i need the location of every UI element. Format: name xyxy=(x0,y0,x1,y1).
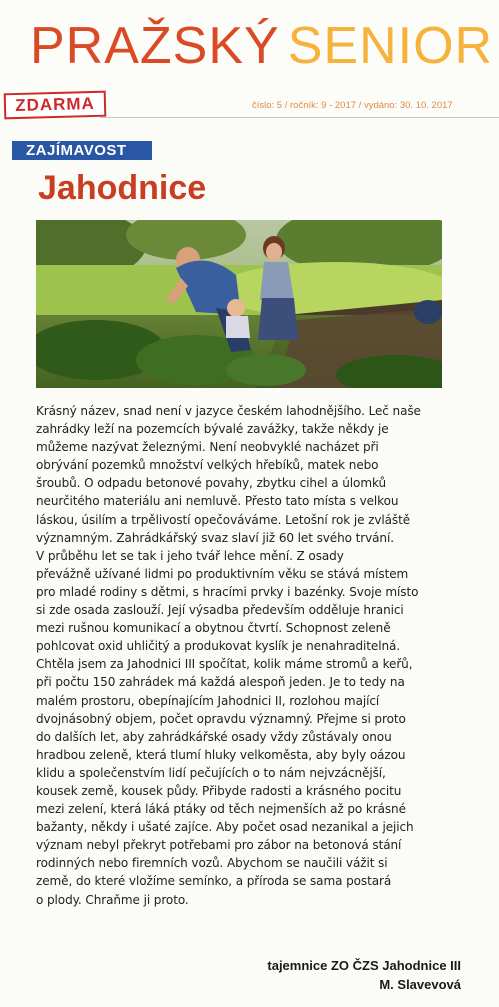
body-line: Chtěla jsem za Jahodnici III spočítat, kolik máme stromů a keřů, xyxy=(36,657,413,672)
body-line: pohlcovat oxid uhličitý a produkovat kyslík je nenahraditelná. xyxy=(36,639,401,654)
body-line: do dalších let, aby zahrádkářské osady vždy zůstávaly onou xyxy=(36,729,392,744)
issue-info: číslo: 5 / ročník: 9 - 2017 / vydáno: 30. 10. 2017 xyxy=(252,100,453,111)
title-word-senior: SENIOR xyxy=(287,17,494,75)
body-line: mezi rušnou komunikací a obytnou čtvrtí. Schopnost zeleně xyxy=(36,621,391,636)
body-line: významným. Zahrádkářský svaz slaví již 60 let svého trvání. xyxy=(36,530,394,545)
photo-icon xyxy=(36,220,442,388)
author-name: M. Slavevová xyxy=(379,977,461,992)
title-word-prazsky: PRAŽSKÝ xyxy=(30,17,280,75)
body-line: malém prostoru, obepínajícím Jahodnici II, rozlohou mající xyxy=(36,693,380,708)
body-line: Krásný název, snad není v jazyce českém lahodnějšího. Leč naše xyxy=(36,404,421,418)
masthead-divider xyxy=(100,117,499,118)
body-line: bažanty, někdy i ušaté zajíce. Aby počet osad nezanikal a jejich xyxy=(36,820,414,835)
body-line: obrývání pozemků množství velkých hřebíků, matek nebo xyxy=(36,458,379,473)
body-line: o plody. Chraňme ji proto. xyxy=(36,892,189,907)
body-line: hradbou zeleně, která tlumí hluky velkoměsta, aby byly oázou xyxy=(36,747,406,762)
body-line: můžeme nazývat železnými. Není neobvyklé nacházet při xyxy=(36,440,379,455)
body-line: neurčitého materiálu ani nemluvě. Přesto tato místa s velkou xyxy=(36,494,399,509)
article-body xyxy=(36,402,456,909)
body-line: si zde osada zaslouží. Její výsadba především odděluje hranici xyxy=(36,603,404,618)
body-line: převážně užívané lidmi po produktivním věku se stává místem xyxy=(36,566,409,581)
free-badge: ZDARMA xyxy=(4,91,107,120)
body-line: rodinných nebo firemních vozů. Abychom se naučili vážit si xyxy=(36,856,388,871)
body-line: láskou, úsilím a trpělivostí opečováváme. Letošní rok je zvláště xyxy=(36,512,411,527)
body-line: mezi zelení, která láká ptáky od těch nejmenších až po krásné xyxy=(36,802,406,817)
body-line: V průběhu let se tak i jeho tvář lehce mění. Z osady xyxy=(36,548,344,563)
garden-photo xyxy=(36,220,442,388)
body-line: při počtu 150 zahrádek má každá alespoň jeden. Je to tedy na xyxy=(36,675,405,690)
body-line: význam nebyl překryt potřebami pro zábor na betonová stání xyxy=(36,838,402,853)
body-line: dvojnásobný objem, počet opravdu významný. Přejme si proto xyxy=(36,711,406,726)
masthead xyxy=(0,0,499,120)
body-line: země, do které vložíme semínko, a příroda se sama postará xyxy=(36,874,392,889)
body-line: kousek země, kousek půdy. Přibyde radosti a krásného pocitu xyxy=(36,783,402,798)
publication-title xyxy=(30,16,493,76)
body-line: klidu a společenstvím lidí pečujících o to nám nejvzácnější, xyxy=(36,765,386,780)
body-line: pro mladé rodiny s dětmi, s hracími prvky i bazénky. Svoje místo xyxy=(36,584,419,599)
author-role: tajemnice ZO ČZS Jahodnice III xyxy=(267,958,461,973)
body-line: zahrádky leží na pozemcích bývalé zavážky, takže někdy je xyxy=(36,422,389,437)
article-headline: Jahodnice xyxy=(38,169,207,207)
body-line: šroubů. O odpadu betonové povahy, zbytku cihel a úlomků xyxy=(36,476,386,491)
section-label: ZAJÍMAVOST xyxy=(12,141,152,160)
